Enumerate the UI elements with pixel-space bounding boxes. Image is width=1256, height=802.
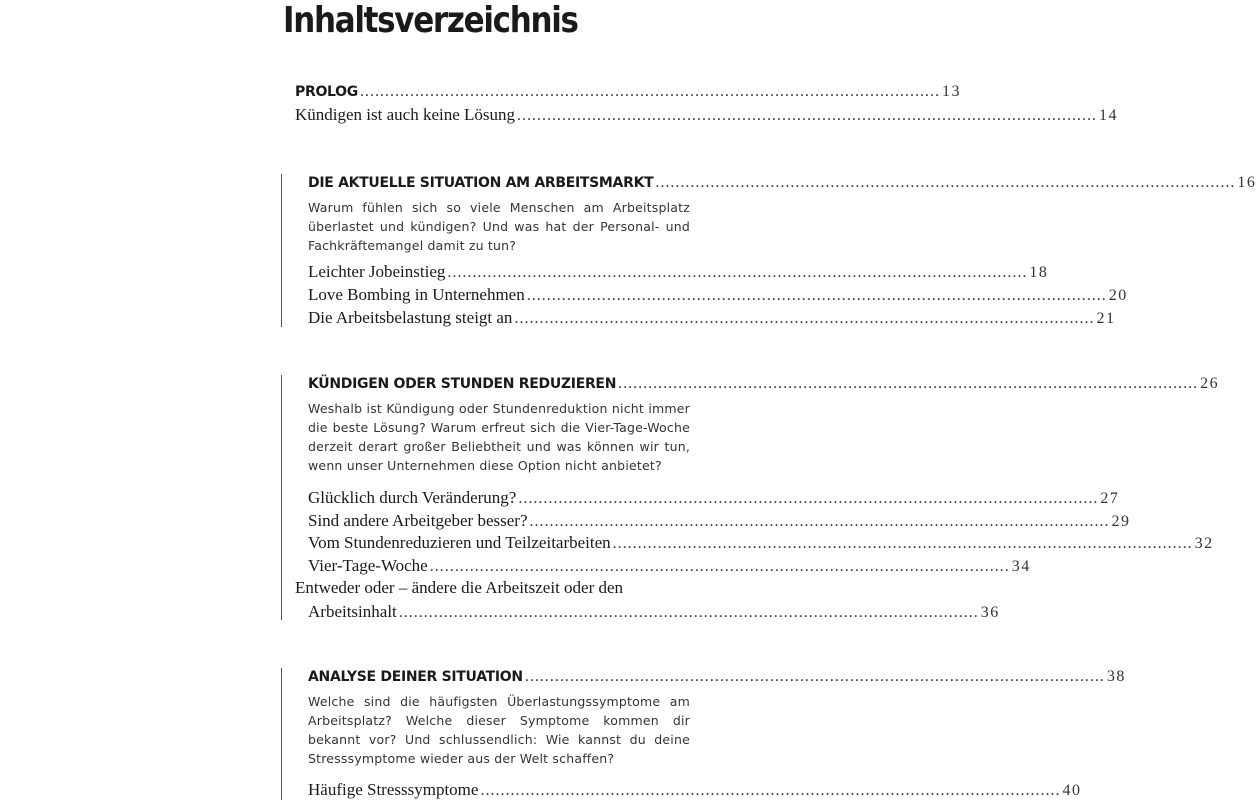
toc-item[interactable]: Love Bombing in Unternehmen .................................................................................................................... 20 — [308, 285, 1128, 304]
section-description: Weshalb ist Kündigung oder Stundenreduktion nicht immer die beste Lösung? Warum erfreut sich die Vier-Tage-Woche derzeit derart großer Beliebtheit und was können wir tun, wenn unser Unternehmen diese Option nicht anbietet? — [308, 401, 690, 473]
page-number: 16 — [1237, 174, 1256, 191]
page-number: 32 — [1194, 535, 1214, 552]
page-number: 38 — [1106, 668, 1126, 685]
page-number: 20 — [1108, 287, 1128, 304]
toc-heading[interactable]: KÜNDIGEN ODER STUNDEN REDUZIEREN .................................................................................................................... 26 — [308, 375, 1220, 392]
toc-item[interactable]: Die Arbeitsbelastung steigt an .................................................................................................................... 21 — [308, 308, 1116, 327]
toc-item[interactable]: Vier-Tage-Woche .................................................................................................................... 34 — [308, 556, 1031, 575]
page-number: 34 — [1011, 558, 1031, 575]
dot-leader: .................................................................................................................... — [359, 83, 940, 100]
dot-leader: .................................................................................................................... — [655, 174, 1236, 191]
toc-item[interactable]: Häufige Stresssymptome .................................................................................................................... 40 — [308, 780, 1082, 799]
section-description: Welche sind die häufigsten Überlastungssymptome am Arbeitsplatz? Welche dieser Symptome kommen dir bekannt vor? Und schlussendlich: Wie kannst du deine Stresssymptome wieder aus der Welt schaffen? — [308, 694, 690, 766]
dot-leader: .................................................................................................................... — [447, 264, 1028, 281]
dot-leader: .................................................................................................................... — [514, 310, 1095, 327]
toc-heading[interactable]: ANALYSE DEINER SITUATION .................................................................................................................... 38 — [308, 668, 1126, 685]
dot-leader: .................................................................................................................... — [517, 107, 1098, 124]
page-number: 40 — [1062, 782, 1082, 799]
page-number: 18 — [1029, 264, 1049, 281]
toc-heading-prolog[interactable]: PROLOG .................................................................................................................... 13 — [295, 83, 961, 100]
dot-leader: .................................................................................................................... — [398, 604, 979, 621]
dot-leader: .................................................................................................................... — [518, 490, 1099, 507]
toc-heading[interactable]: DIE AKTUELLE SITUATION AM ARBEITSMARKT .................................................................................................................... 16 — [308, 174, 1256, 191]
page-number: 36 — [980, 604, 1000, 621]
toc-section-kuendigen — [281, 375, 1220, 621]
page-number: 27 — [1100, 490, 1120, 507]
dot-leader: .................................................................................................................... — [429, 558, 1010, 575]
toc-item[interactable]: Glücklich durch Veränderung? .................................................................................................................... 27 — [308, 488, 1120, 507]
page-title: Inhaltsverzeichnis — [283, 0, 578, 41]
toc-item[interactable]: Vom Stundenreduzieren und Teilzeitarbeiten .................................................................................................................... 32 — [308, 533, 1214, 552]
toc-section-analyse — [281, 668, 1126, 800]
dot-leader: .................................................................................................................... — [480, 782, 1061, 799]
dot-leader: .................................................................................................................... — [618, 375, 1199, 392]
toc-section-arbeitsmarkt — [281, 174, 1256, 327]
toc-item[interactable]: Sind andere Arbeitgeber besser? .................................................................................................................... 29 — [308, 511, 1131, 530]
page-number: 26 — [1200, 375, 1220, 392]
page-number: 14 — [1099, 107, 1119, 124]
toc-item-wrapped-line2[interactable]: Arbeitsinhalt .................................................................................................................... 36 — [308, 602, 1000, 621]
page-number: 29 — [1111, 513, 1131, 530]
toc-item[interactable]: Leichter Jobeinstieg .................................................................................................................... 18 — [308, 262, 1049, 281]
dot-leader: .................................................................................................................... — [529, 513, 1110, 530]
dot-leader: .................................................................................................................... — [524, 668, 1105, 685]
page-number: 13 — [941, 83, 961, 100]
toc-item-wrapped-line1[interactable]: Entweder oder – ändere die Arbeitszeit oder den — [295, 578, 624, 597]
section-description: Warum fühlen sich so viele Menschen am Arbeitsplatz überlastet und kündigen? Und was hat der Personal- und Fachkräftemangel damit zu tun? — [308, 200, 690, 253]
dot-leader: .................................................................................................................... — [526, 287, 1107, 304]
toc-item[interactable]: Kündigen ist auch keine Lösung .................................................................................................................... 14 — [295, 105, 1119, 124]
page-number: 21 — [1096, 310, 1116, 327]
dot-leader: .................................................................................................................... — [612, 535, 1193, 552]
